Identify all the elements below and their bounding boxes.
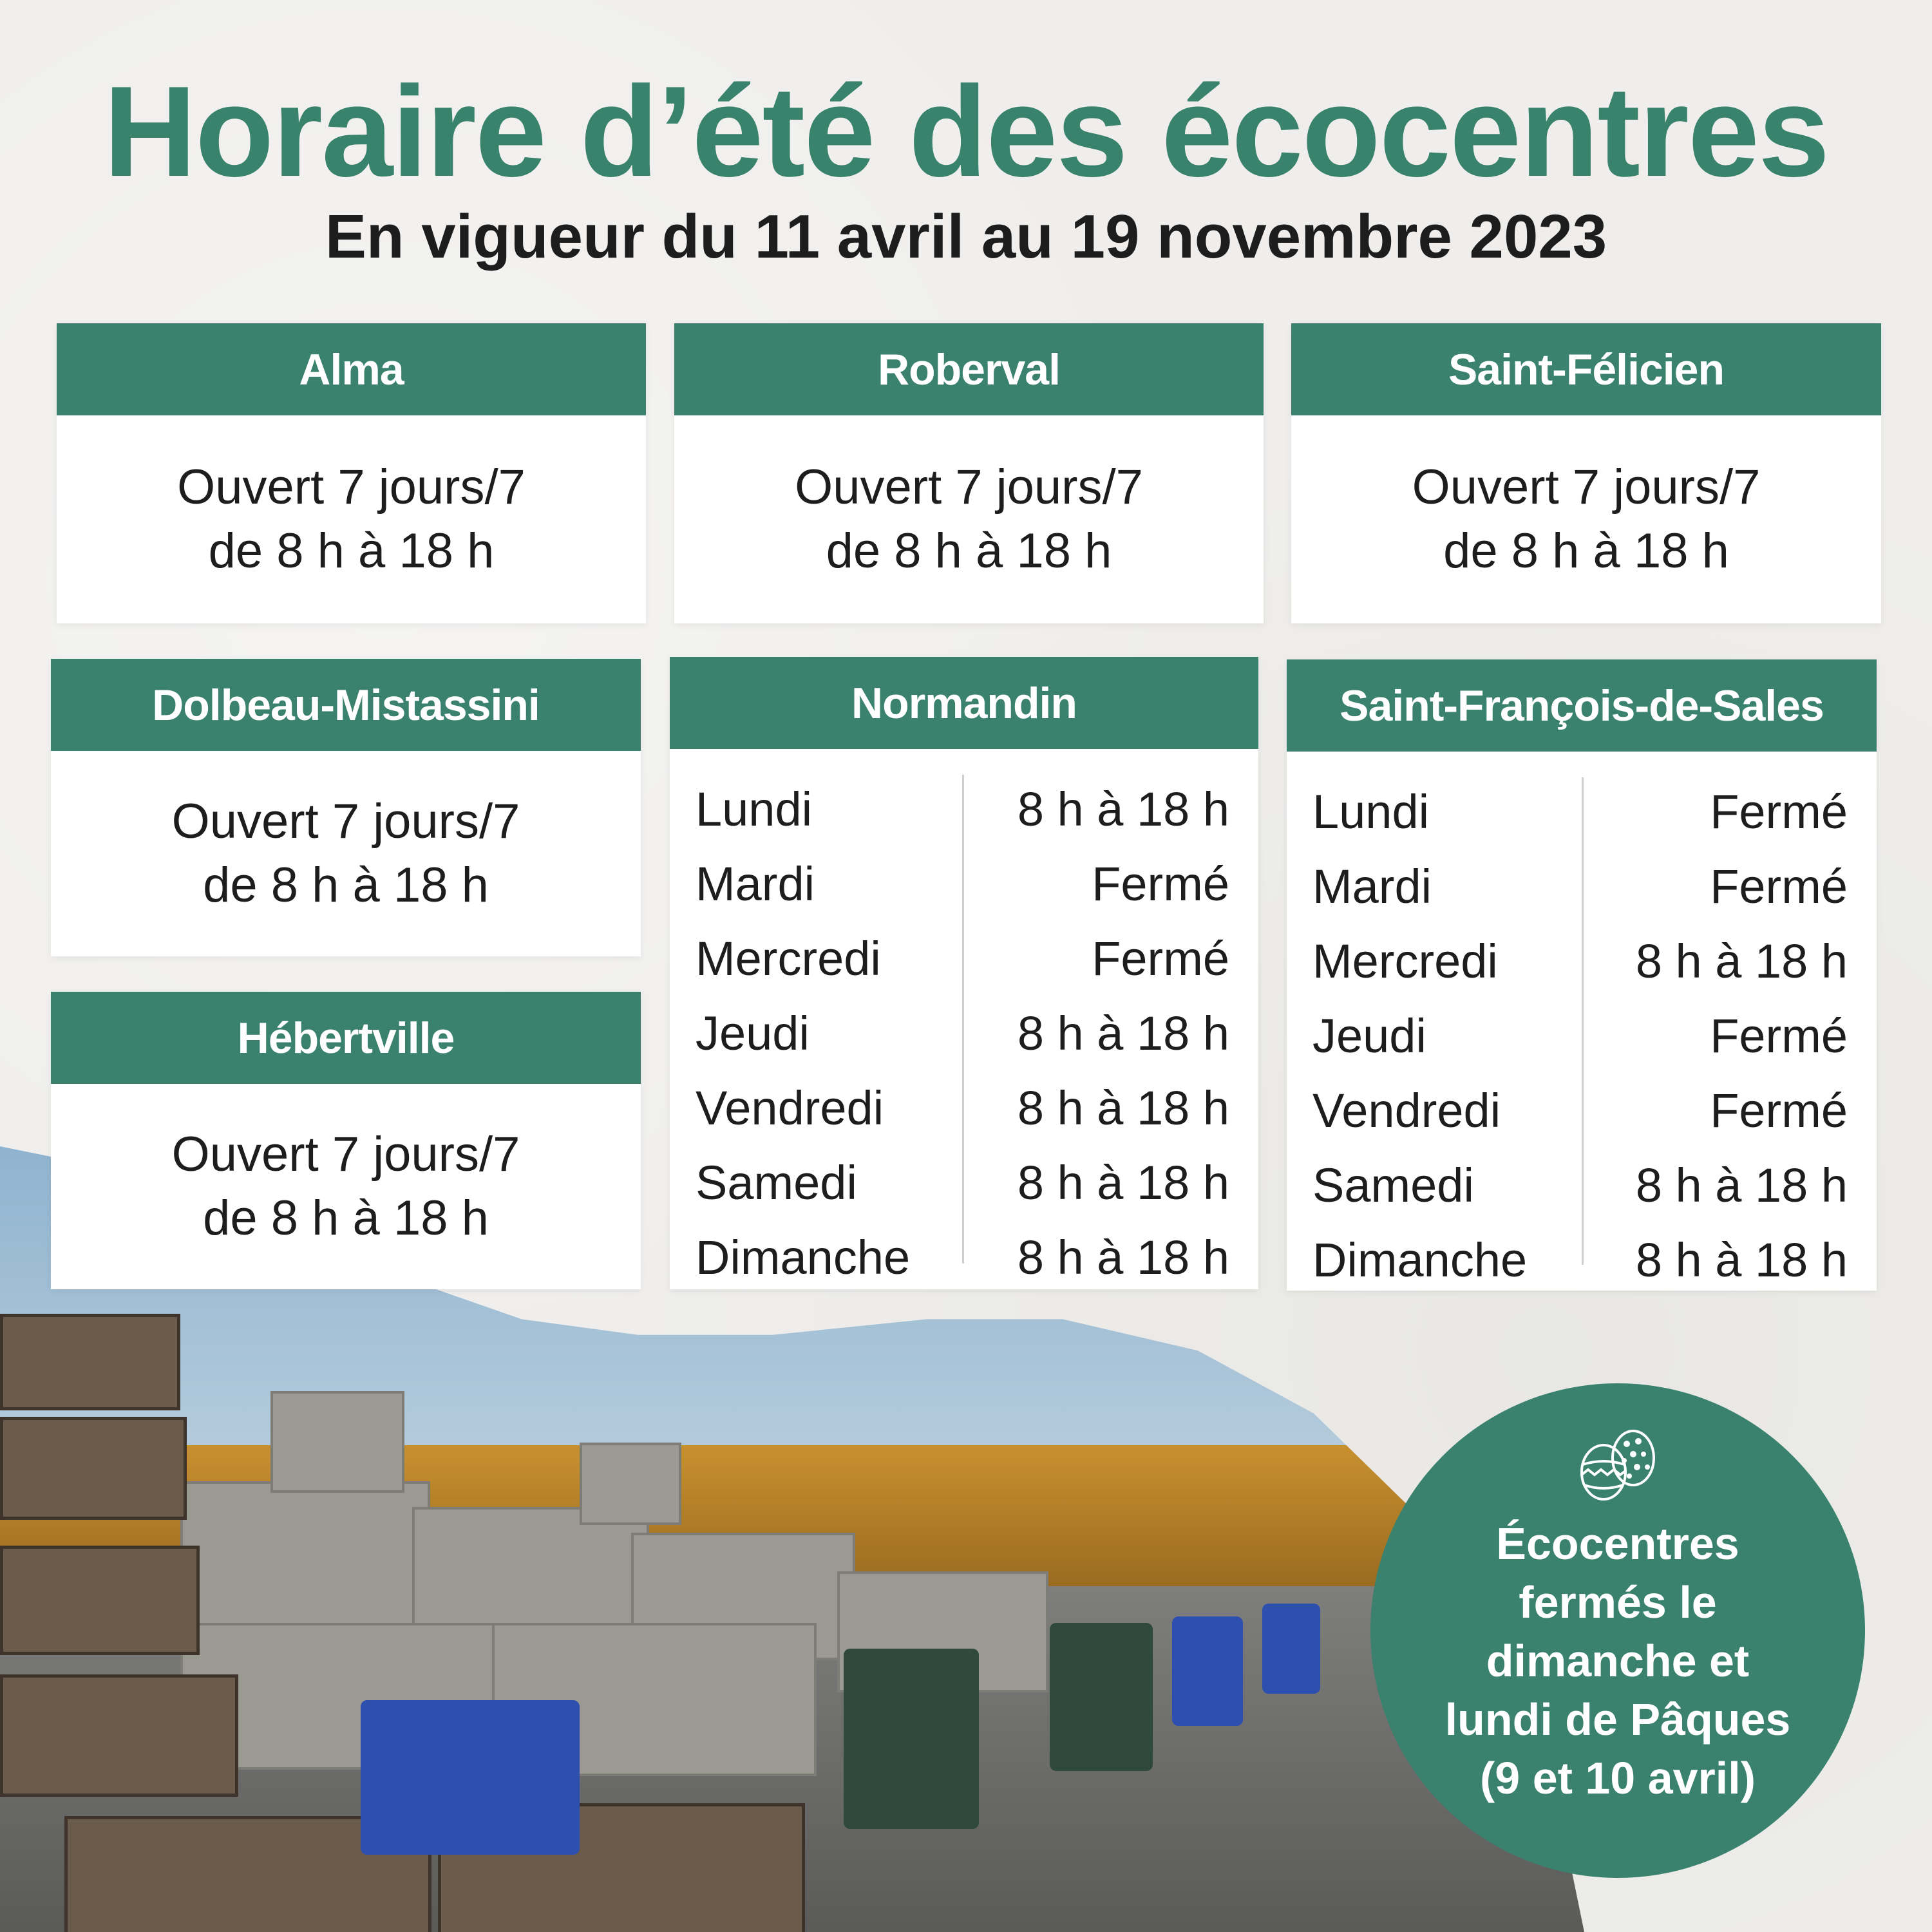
schedule-row: [670, 1071, 1258, 1146]
day-label: Vendredi: [696, 1081, 884, 1135]
wood-pallet: [0, 1546, 200, 1655]
easter-notice-text: [1399, 1515, 1837, 1808]
card-roberval: [674, 323, 1264, 623]
wood-pallet: [0, 1674, 238, 1797]
hours-line-2: de 8 h à 18 h: [208, 523, 495, 578]
schedule-row: [1287, 999, 1877, 1074]
hours-value: 8 h à 18 h: [1635, 1233, 1848, 1287]
day-label: Jeudi: [1312, 1009, 1426, 1063]
notice-line: dimanche et: [1486, 1636, 1750, 1686]
card-dolbeau-mistassini: [51, 659, 641, 956]
hours-value: 8 h à 18 h: [1017, 1081, 1229, 1135]
schedule-row: [670, 1146, 1258, 1220]
hours-line-2: de 8 h à 18 h: [203, 857, 489, 913]
hours-value: 8 h à 18 h: [1017, 1156, 1229, 1209]
blue-bin: [1172, 1616, 1243, 1726]
schedule-saint-francois-de-sales: [1287, 752, 1877, 1291]
card-normandin: [670, 657, 1258, 1289]
hours-value: 8 h à 18 h: [1635, 1159, 1848, 1212]
wood-pallet: [0, 1314, 180, 1410]
schedule-row: [670, 922, 1258, 996]
day-label: Mercredi: [696, 932, 881, 985]
hours-line-2: de 8 h à 18 h: [826, 523, 1112, 578]
concrete-block: [270, 1391, 404, 1493]
easter-notice-badge: [1370, 1383, 1865, 1878]
concrete-block: [580, 1443, 681, 1525]
hours-value: Fermé: [1092, 857, 1229, 911]
notice-line: lundi de Pâques: [1444, 1694, 1791, 1745]
day-label: Jeudi: [696, 1007, 810, 1060]
day-label: Vendredi: [1312, 1084, 1501, 1137]
hours-value: 8 h à 18 h: [1017, 1007, 1229, 1060]
card-alma: [57, 323, 646, 623]
notice-line: fermés le: [1519, 1577, 1717, 1627]
day-label: Dimanche: [1312, 1233, 1528, 1287]
hours-value: Fermé: [1710, 785, 1848, 838]
concrete-block: [412, 1507, 649, 1641]
hours-value: 8 h à 18 h: [1017, 1231, 1229, 1284]
blue-bin: [1262, 1604, 1320, 1694]
schedule-row: [670, 772, 1258, 847]
schedule-row: [670, 1220, 1258, 1295]
card-body-roberval: [674, 415, 1264, 623]
card-header-saint-felicien: Saint-Félicien: [1291, 323, 1881, 415]
card-saint-felicien: [1291, 323, 1881, 623]
hours-value: Fermé: [1710, 1009, 1848, 1063]
schedule-row: [1287, 775, 1877, 849]
page-subtitle: En vigueur du 11 avril au 19 novembre 2023: [325, 202, 1607, 271]
schedule-row: [1287, 1074, 1877, 1148]
easter-eggs-icon: [1573, 1422, 1663, 1506]
day-label: Lundi: [1312, 785, 1430, 838]
hours-line-2: de 8 h à 18 h: [1443, 523, 1729, 578]
wood-pallet: [0, 1417, 187, 1520]
day-label: Samedi: [696, 1156, 857, 1209]
card-header-normandin: Normandin: [670, 657, 1258, 749]
schedule-row: [670, 847, 1258, 922]
schedule-row: [1287, 1148, 1877, 1223]
hours-value: 8 h à 18 h: [1017, 782, 1229, 836]
day-label: Mercredi: [1312, 934, 1498, 988]
schedule-normandin: [670, 749, 1258, 1289]
page-title: Horaire d’été des écocentres: [103, 60, 1829, 204]
day-label: Mardi: [696, 857, 815, 911]
hours-line-1: Ouvert 7 jours/7: [177, 459, 526, 515]
card-header-alma: Alma: [57, 323, 646, 415]
green-bin: [844, 1649, 979, 1829]
hours-line-2: de 8 h à 18 h: [203, 1190, 489, 1245]
schedule-row: [1287, 1223, 1877, 1298]
card-header-hebertville: Hébertville: [51, 992, 641, 1084]
day-label: Mardi: [1312, 860, 1432, 913]
card-body-saint-felicien: [1291, 415, 1881, 623]
card-body-alma: [57, 415, 646, 623]
card-hebertville: [51, 992, 641, 1289]
hours-value: 8 h à 18 h: [1635, 934, 1848, 988]
green-bin: [1050, 1623, 1153, 1771]
notice-line: (9 et 10 avril): [1480, 1753, 1756, 1803]
card-body-dolbeau-mistassini: [51, 751, 641, 956]
hours-value: Fermé: [1710, 1084, 1848, 1137]
schedule-row: [670, 996, 1258, 1071]
card-header-dolbeau-mistassini: Dolbeau-Mistassini: [51, 659, 641, 751]
hours-line-1: Ouvert 7 jours/7: [171, 793, 520, 849]
card-saint-francois-de-sales: [1287, 659, 1877, 1291]
day-label: Dimanche: [696, 1231, 911, 1284]
hours-value: Fermé: [1710, 860, 1848, 913]
card-header-roberval: Roberval: [674, 323, 1264, 415]
hours-value: Fermé: [1092, 932, 1229, 985]
hours-line-1: Ouvert 7 jours/7: [171, 1126, 520, 1182]
concrete-block: [180, 1481, 430, 1628]
day-label: Samedi: [1312, 1159, 1474, 1212]
hours-line-1: Ouvert 7 jours/7: [1412, 459, 1761, 515]
hours-line-1: Ouvert 7 jours/7: [795, 459, 1143, 515]
schedule-row: [1287, 924, 1877, 999]
blue-bin: [361, 1700, 580, 1855]
notice-line: Écocentres: [1496, 1519, 1739, 1569]
card-header-saint-francois-de-sales: Saint-François-de-Sales: [1287, 659, 1877, 752]
card-body-hebertville: [51, 1084, 641, 1289]
schedule-row: [1287, 849, 1877, 924]
day-label: Lundi: [696, 782, 813, 836]
